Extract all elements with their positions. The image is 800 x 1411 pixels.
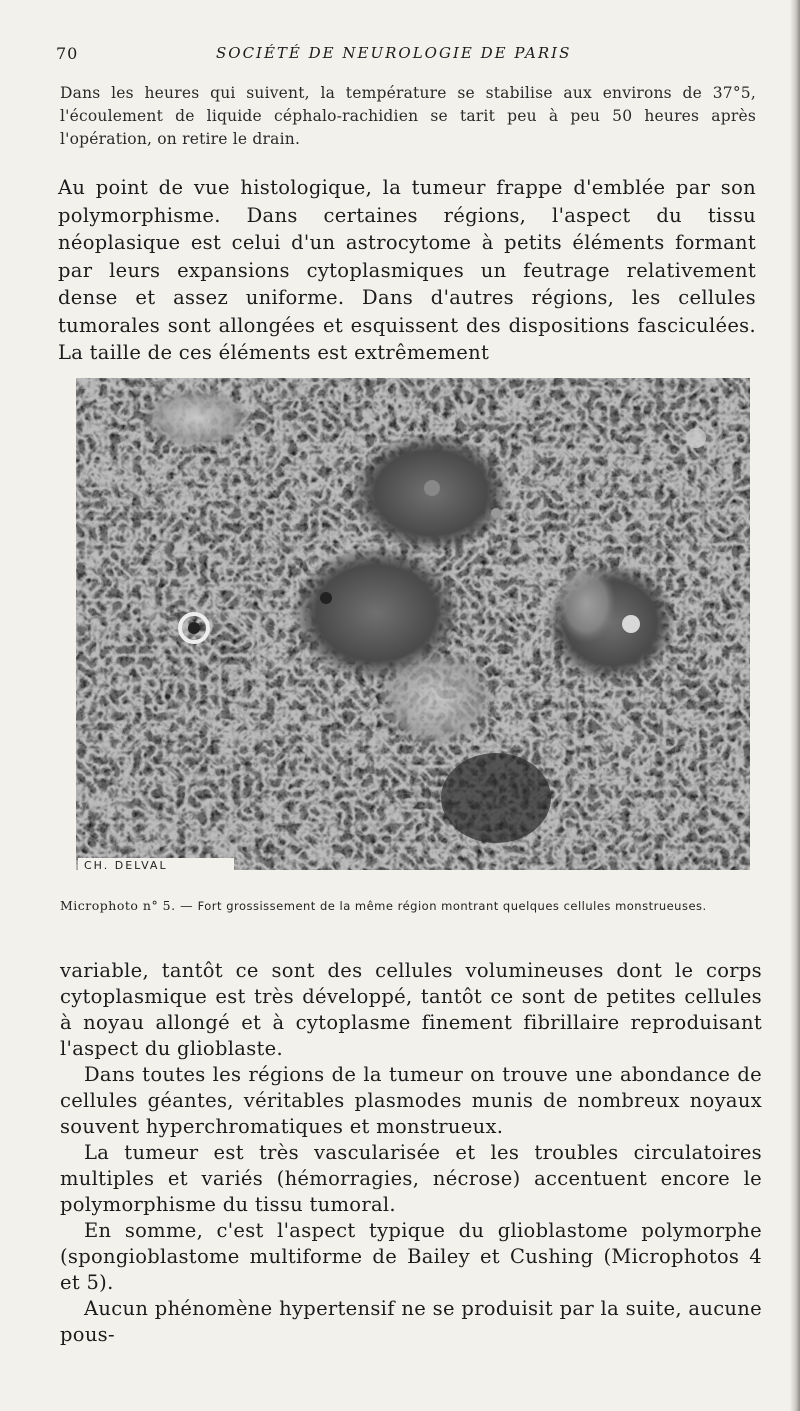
figure-caption [60,898,760,913]
intro-paragraph: Dans les heures qui suivent, la température se stabilise aux environs de 37°5, l'écoulement de liquide céphalo-rachidien se tarit peu à peu 50 heures après l'opération, on retire le drain. [60,84,756,148]
micrograph-image [76,378,750,870]
microphotograph [76,378,750,870]
caption-text: Fort grossissement de la même région montrant quelques cellules monstrueuses. [197,899,707,913]
page-number: 70 [56,44,79,63]
paragraph-continuation: variable, tantôt ce sont des cellules volumineuses dont le corps cytoplasmique est très développé, tantôt ce sont de petites cellules à noyau allongé et à cytoplasme finement fibrillaire reproduisant l'aspect du glioblaste. [60,959,762,1060]
page-edge-shadow [790,0,800,1411]
paragraph-vascularisation: La tumeur est très vascularisée et les troubles circulatoires multiples et variés (hémorragies, nécrose) accentuent encore le polymorphisme du tissu tumoral. [60,1141,762,1216]
paragraph-final: Aucun phénomène hypertensif ne se produisit par la suite, aucune pous- [60,1297,762,1346]
paragraph-summary: En somme, c'est l'aspect typique du glioblastome polymorphe (spongioblastome multiforme de Bailey et Cushing (Microphotos 4 et 5). [60,1219,762,1294]
caption-label: Microphoto n° 5. — [60,898,194,913]
histology-paragraph: Au point de vue histologique, la tumeur frappe d'emblée par son polymorphisme. Dans certaines régions, l'aspect du tissu néoplasique est celui d'un astrocytome à petits éléments formant par leurs expansions cytoplasmiques un feutrage relativement dense et assez uniforme. Dans d'autres régions, les cellules tumorales sont allongées et esquissent des dispositions fasciculées. La taille de ces éléments est extrêmement [58,176,756,364]
paragraph-giant-cells: Dans toutes les régions de la tumeur on trouve une abondance de cellules géantes, véritables plasmodes munis de nombreux noyaux souvent hyperchromatiques et monstrueux. [60,1063,762,1138]
page-header [56,40,756,70]
photo-credit: CH. DELVAL [78,858,234,874]
running-title: SOCIÉTÉ DE NEUROLOGIE DE PARIS [216,44,572,62]
body-text [60,958,762,1348]
